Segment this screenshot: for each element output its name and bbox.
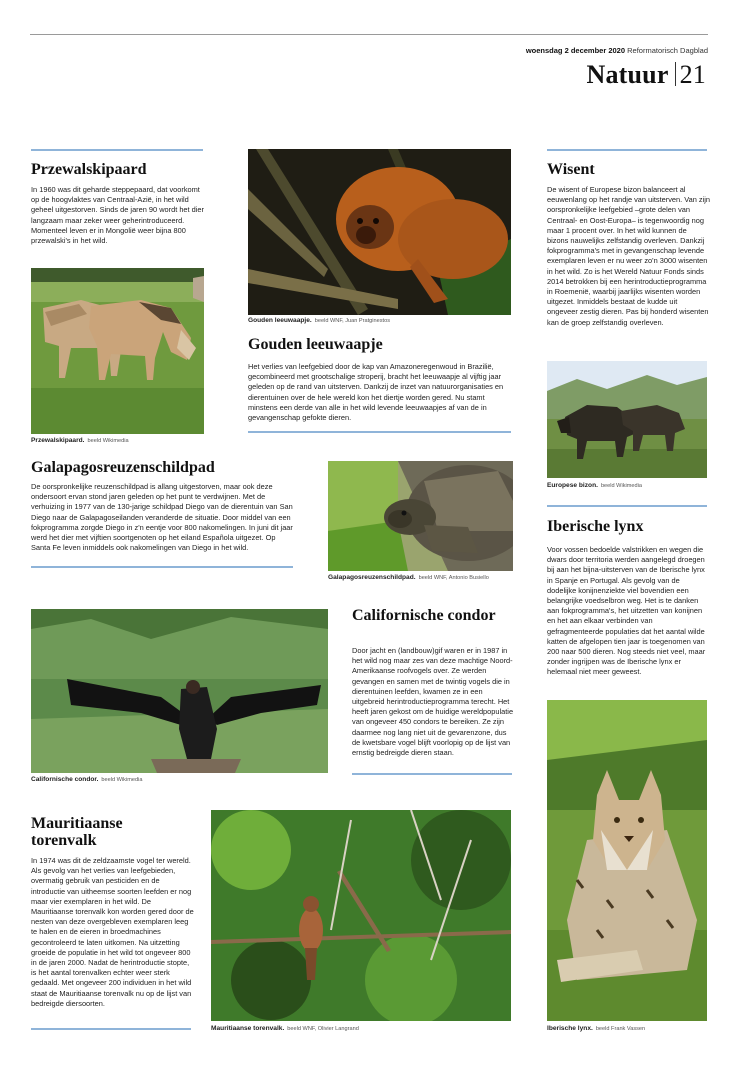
photo-european-bison (547, 361, 707, 478)
article-title-przewalski: Przewalskipaard (31, 161, 147, 178)
photo-caption-przewalski: Przewalskipaard. beeld Wikimedia (31, 437, 129, 444)
photo-caption-lynx: Iberische lynx. beeld Frank Vassen (547, 1025, 646, 1032)
article-title-condor: Californische condor (352, 607, 496, 624)
photo-caption-condor: Californische condor. beeld Wikimedia (31, 776, 143, 783)
photo-galapagos-tortoise (328, 461, 513, 571)
photo-przewalski-horses (31, 268, 204, 434)
photo-caption-torenvalk: Mauritiaanse torenvalk. beeld WNF, Olivier Langrand (211, 1025, 359, 1032)
article-body-wisent: De wisent of Europese bizon balanceert al eeuwenlang op het randje van uitsterven. Van zijn oorspronkelijke leefgebied –grote delen van Centraal- en Oost-Europa– is tegenwoordig nog maar 1 procent over. In het wild kunnen de bizons nauwelijks zelfstandig overleven. Dankzij fokprogramma's met in gevangenschap levende exemplaren leven er nu weer zo'n 3000 wisenten in het wild. Zo is het Wereld Natuur Fonds sinds 2014 betrokken bij een herintroductieprogramma in Roemenië, waarbij jaarlijks wisenten worden uitgezet. Inmiddels bestaat de kudde uit ongeveer zestig dieren. Pas bij honderd wisenten kan de groep zelfstandig overleven. (547, 185, 710, 327)
article-title-wisent: Wisent (547, 161, 595, 178)
article-rule (547, 505, 707, 507)
page-number: 21 (679, 60, 706, 89)
article-rule (31, 566, 293, 568)
article-body-condor: Door jacht en (landbouw)gif waren er in 1987 in het wild nog maar zes van deze machtige Noord-Amerikaanse roofvogels over. Ze werden gevangen en samen met de twintig vogels die in dierentuinen leefden, kwamen ze in een uitgebreid herintroductieprogramma terecht. Het heeft jaren gekost om de huidige wereldpopulatie van ongeveer 450 condors te bereiken. Ze zijn daarmee nog lang niet uit de gevarenzone, dus de kwetsbare vogel blijft voorlopig op de lijst van ernstig bedreigde dieren staan. (352, 646, 514, 758)
photo-caption-leeuwaapje: Gouden leeuwaapje. beeld WNF, Juan Pratginestos (248, 317, 391, 324)
article-rule (31, 1028, 191, 1030)
photo-caption-wisent: Europese bizon. beeld Wikimedia (547, 482, 642, 489)
photo-caption-schildpad: Galapagosreuzenschildpad. beeld WNF, Antonio Busiello (328, 574, 489, 581)
photo-iberian-lynx (547, 700, 707, 1021)
article-title-lynx: Iberische lynx (547, 518, 644, 535)
dateline (526, 46, 708, 55)
top-rule (30, 34, 708, 35)
article-rule (31, 149, 203, 151)
article-body-leeuwaapje: Het verlies van leefgebied door de kap van Amazoneregenwoud in Brazilië, gecombineerd met grootschalige stroperij, bracht het leeuwaapje al vijftig jaar geleden op de rand van uitsterven. Dankzij de inzet van natuurorganisaties en dierentuinen over de hele wereld kon het diertje worden gered. Nu stamt minstens een derde van alle in het wild levende leeuwaapjes af van de in gevangenschap gefokte dieren. (248, 362, 504, 423)
article-rule (352, 773, 512, 775)
article-body-przewalski: In 1960 was dit geharde steppepaard, dat voorkomt op de hoogvlaktes van Centraal-Azië, in het wild geheel uitgestorven. Sinds de jaren 90 wordt het dier langzaam maar zeker weer geherintroduceerd. Momenteel leven er in Mongolië weer bijna 800 przewalski's in het wild. (31, 185, 204, 246)
article-title-schildpad: Galapagosreuzenschildpad (31, 459, 215, 476)
article-body-torenvalk: In 1974 was dit de zeldzaamste vogel ter wereld. Als gevolg van het verlies van leefgebieden, overmatig gebruik van pesticiden en de introductie van uitheemse soorten leefden er nog maar vier exemplaren in het wild. De Mauritiaanse torenvalk kon worden gered door de nesten van deze overgebleven exemplaren leeg te halen en de eieren in broedmachines gecontroleerd te laten uitkomen. Na uitzetting groeide de populatie in het wild tot ongeveer 800 in de jaren 2000. Nadat de herintroductie stopte, is het aantal torenvalken echter weer sterk gedaald. Met ongeveer 200 individuen in het wild staat de Mauritiaanse torenvalk nu op de lijst van bedreigde diersoorten. (31, 856, 194, 1008)
issue-date: woensdag 2 december 2020 (525, 46, 626, 55)
article-body-schildpad: De oorspronkelijke reuzenschildpad is allang uitgestorven, maar ook deze ondersoort ervan stond jaren geleden op het punt te verdwijnen. Met de verhuizing in 1977 van de 130-jarige schildpad Diego van de dierentuin van San Diego naar de Galapagoseilanden veranderde de situatie. Door middel van een fokprogramma zorgde Diego in z'n eentje voor 800 nakomelingen. In juni dit jaar werd het dier met vijftien soortgenoten op het eiland Española uitgezet. Op Santa Fe leven inmiddels ook nakomelingen van Diego in het wild. (31, 482, 293, 553)
photo-mauritius-kestrel (211, 810, 511, 1021)
newspaper-name: Reformatorisch Dagblad (627, 46, 708, 55)
article-title-leeuwaapje: Gouden leeuwaapje (248, 336, 383, 353)
photo-california-condor (31, 609, 328, 773)
section-title: Natuur (586, 60, 669, 89)
article-title-torenvalk: Mauritiaanse torenvalk (31, 815, 123, 850)
photo-golden-lion-tamarin (248, 149, 511, 315)
article-body-lynx: Voor vossen bedoelde valstrikken en wegen die dwars door territoria werden aangelegd droegen bij aan het bijna-uitsterven van de Iberische lynx in Spanje en Portugal. Als gevolg van de dodelijke konijnenziekte viel bovendien een belangrijke voedselbron weg. Het is te danken aan fokprogramma's, het uitzetten van konijnen en het aan elkaar verbinden van gefragmenteerde populaties dat het aantal wilde katten de afgelopen tien jaar is toegenomen van 200 naar 500 dieren. Nog steeds niet veel, maar zonder ingrijpen was de Iberische lynx er helemaal niet meer geweest. (547, 545, 706, 677)
article-rule (248, 431, 511, 433)
section-header (586, 60, 706, 90)
article-rule (547, 149, 707, 151)
section-divider (675, 62, 676, 86)
